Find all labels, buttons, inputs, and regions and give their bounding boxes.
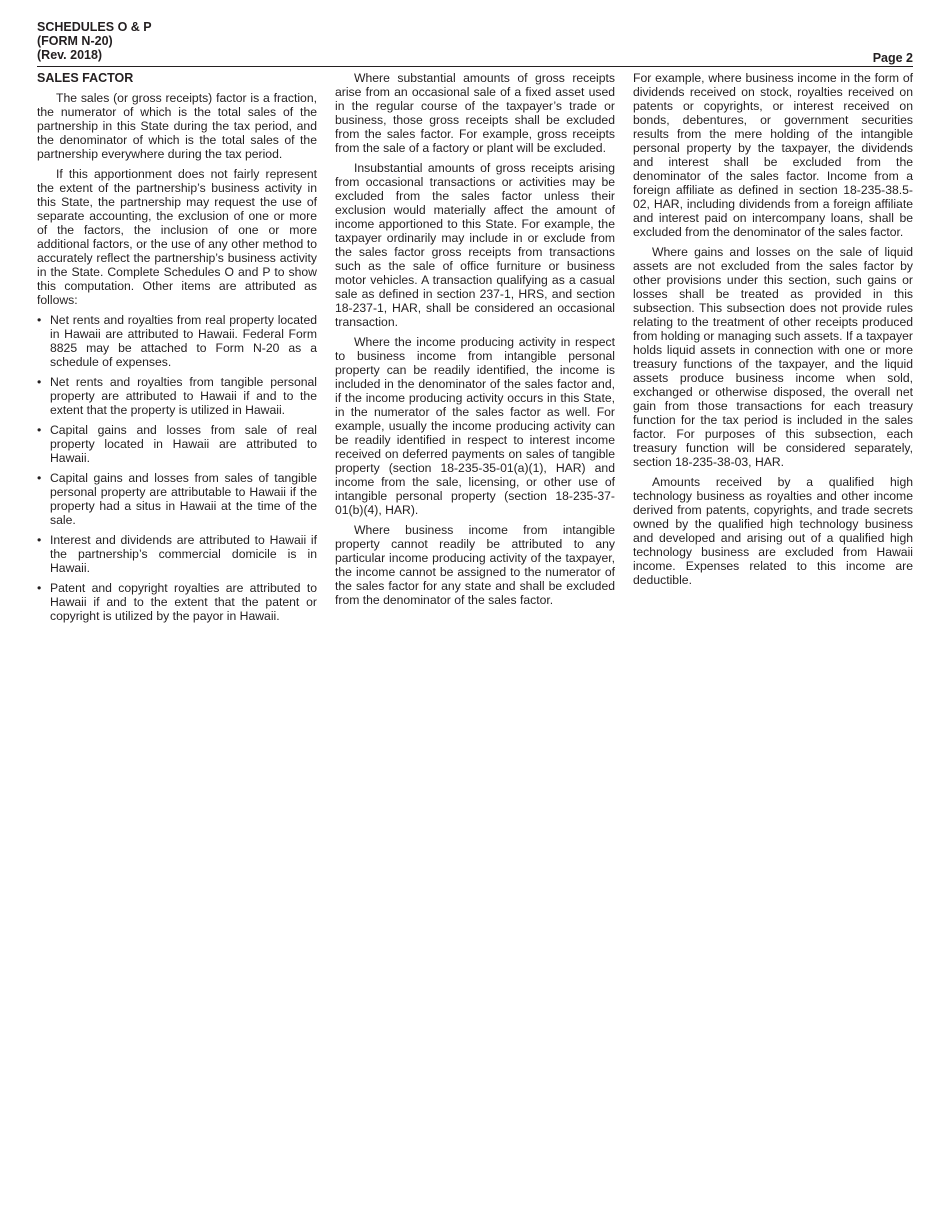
- page-header: [37, 20, 913, 67]
- paragraph: For example, where business income in the form of dividends received on stock, royalties received on patents or copyrights, or interest received on bonds, debentures, or government securities results from the mere holding of the intangible personal property by the taxpayer, the dividends and interest shall be excluded from the denominator of the sales factor. Income from a foreign affiliate as defined in section 18-235-38.5-02, HAR, including dividends from a foreign affiliate and interest paid on intercompany loans, shall be excluded from the denominator of the sales factor.: [633, 71, 913, 239]
- list-item-text: Capital gains and losses from sale of real property located in Hawaii are attributed to Hawaii.: [50, 423, 317, 465]
- bullet-icon: •: [37, 471, 42, 485]
- list-item: [37, 313, 317, 369]
- list-item-text: Net rents and royalties from tangible personal property are attributed to Hawaii if and to the extent that the property is utilized in Hawaii.: [50, 375, 317, 417]
- bullet-icon: •: [37, 581, 42, 595]
- bullet-icon: •: [37, 423, 42, 437]
- column-2: [335, 71, 615, 613]
- column-1: [37, 71, 317, 629]
- paragraph: Insubstantial amounts of gross receipts arising from occasional transactions or activities may be excluded from the sales factor unless their exclusion would materially affect the amount of income apportioned to this State. For example, the taxpayer ordinarily may include in or exclude from the sales factor gross receipts from transactions such as the sale of office furniture or business motor vehicles. A transaction qualifying as a casual sale as defined in section 237-1, HRS, and section 18-237-1, HAR, shall be considered an occasional transaction.: [335, 161, 615, 329]
- schedule-title: SCHEDULES O & P: [37, 20, 152, 34]
- paragraph: Amounts received by a qualified high technology business as royalties and other income derived from patents, copyrights, and trade secrets owned by the qualified high technology business and developed and arising out of a qualified high technology business are excluded from Hawaii income. Expenses related to this income are deductible.: [633, 475, 913, 587]
- bullet-icon: •: [37, 375, 42, 389]
- list-item: [37, 375, 317, 417]
- page-number: Page 2: [872, 51, 913, 65]
- revision-date: (Rev. 2018): [37, 48, 103, 62]
- form-number: (FORM N-20): [37, 34, 113, 48]
- paragraph: Where gains and losses on the sale of liquid assets are not excluded from the sales factor by other provisions under this section, such gains or losses shall be treated as provided in this subsection. This subsection does not provide rules relating to the treatment of other receipts produced from holding or managing such assets. If a taxpayer holds liquid assets in connection with one or more treasury functions of the taxpayer, and the liquid assets produce business income when sold, exchanged or otherwise disposed, the overall net gain from those transactions for each treasury function for the tax period is included in the sales factor. For purposes of this subsection, each treasury function will be considered separately, section 18-235-38-03, HAR.: [633, 245, 913, 469]
- list-item-text: Interest and dividends are attributed to Hawaii if the partnership’s commercial domicile is in Hawaii.: [50, 533, 317, 575]
- paragraph: If this apportionment does not fairly represent the extent of the partnership’s business activity in this State, the partnership may request the use of separate accounting, the exclusion of one or more of the factors, the inclusion of one or more additional factors, or the use of any other method to accurately reflect the partnership’s business activity in the State. Complete Schedules O and P to show this computation. Other items are attributed as follows:: [37, 167, 317, 307]
- paragraph: Where business income from intangible property cannot readily be attributed to any particular income producing activity of the taxpayer, the income cannot be assigned to the numerator of the sales factor for any state and shall be excluded from the denominator of the sales factor.: [335, 523, 615, 607]
- list-item-text: Net rents and royalties from real property located in Hawaii are attributed to Hawaii. Federal Form 8825 may be attached to Form N-20 as a schedule of expenses.: [50, 313, 317, 369]
- list-item-text: Capital gains and losses from sales of tangible personal property are attributable to Hawaii if the property had a situs in Hawaii at the time of the sale.: [50, 471, 317, 527]
- paragraph: The sales (or gross receipts) factor is a fraction, the numerator of which is the total sales of the partnership in this State during the tax period, and the denominator of which is the total sales of the partnership everywhere during the tax period.: [37, 91, 317, 161]
- bullet-icon: •: [37, 313, 42, 327]
- paragraph: Where substantial amounts of gross receipts arise from an occasional sale of a fixed asset used in the regular course of the taxpayer’s trade or business, those gross receipts shall be excluded from the sales factor. For example, gross receipts from the sale of a factory or plant will be excluded.: [335, 71, 615, 155]
- bullet-icon: •: [37, 533, 42, 547]
- list-item: [37, 471, 317, 527]
- list-item: [37, 533, 317, 575]
- list-item: [37, 423, 317, 465]
- list-item: [37, 581, 317, 623]
- attribution-list: [37, 313, 317, 623]
- column-3: [633, 71, 913, 593]
- list-item-text: Patent and copyright royalties are attributed to Hawaii if and to the extent that the patent or copyright is utilized by the payor in Hawaii.: [50, 581, 317, 623]
- paragraph: Where the income producing activity in respect to business income from intangible personal property can be readily identified, the income is included in the denominator of the sales factor and, if the income producing activity occurs in this State, in the numerator of the sales factor as well. For example, usually the income producing activity can be readily identified in respect to interest income received on deferred payments on sales of tangible property (section 18-235-35-01(a)(1), HAR) and income from the sale, licensing, or other use of intangible personal property (section 18-235-37-01(b)(4), HAR).: [335, 335, 615, 517]
- section-title-sales-factor: SALES FACTOR: [37, 71, 134, 85]
